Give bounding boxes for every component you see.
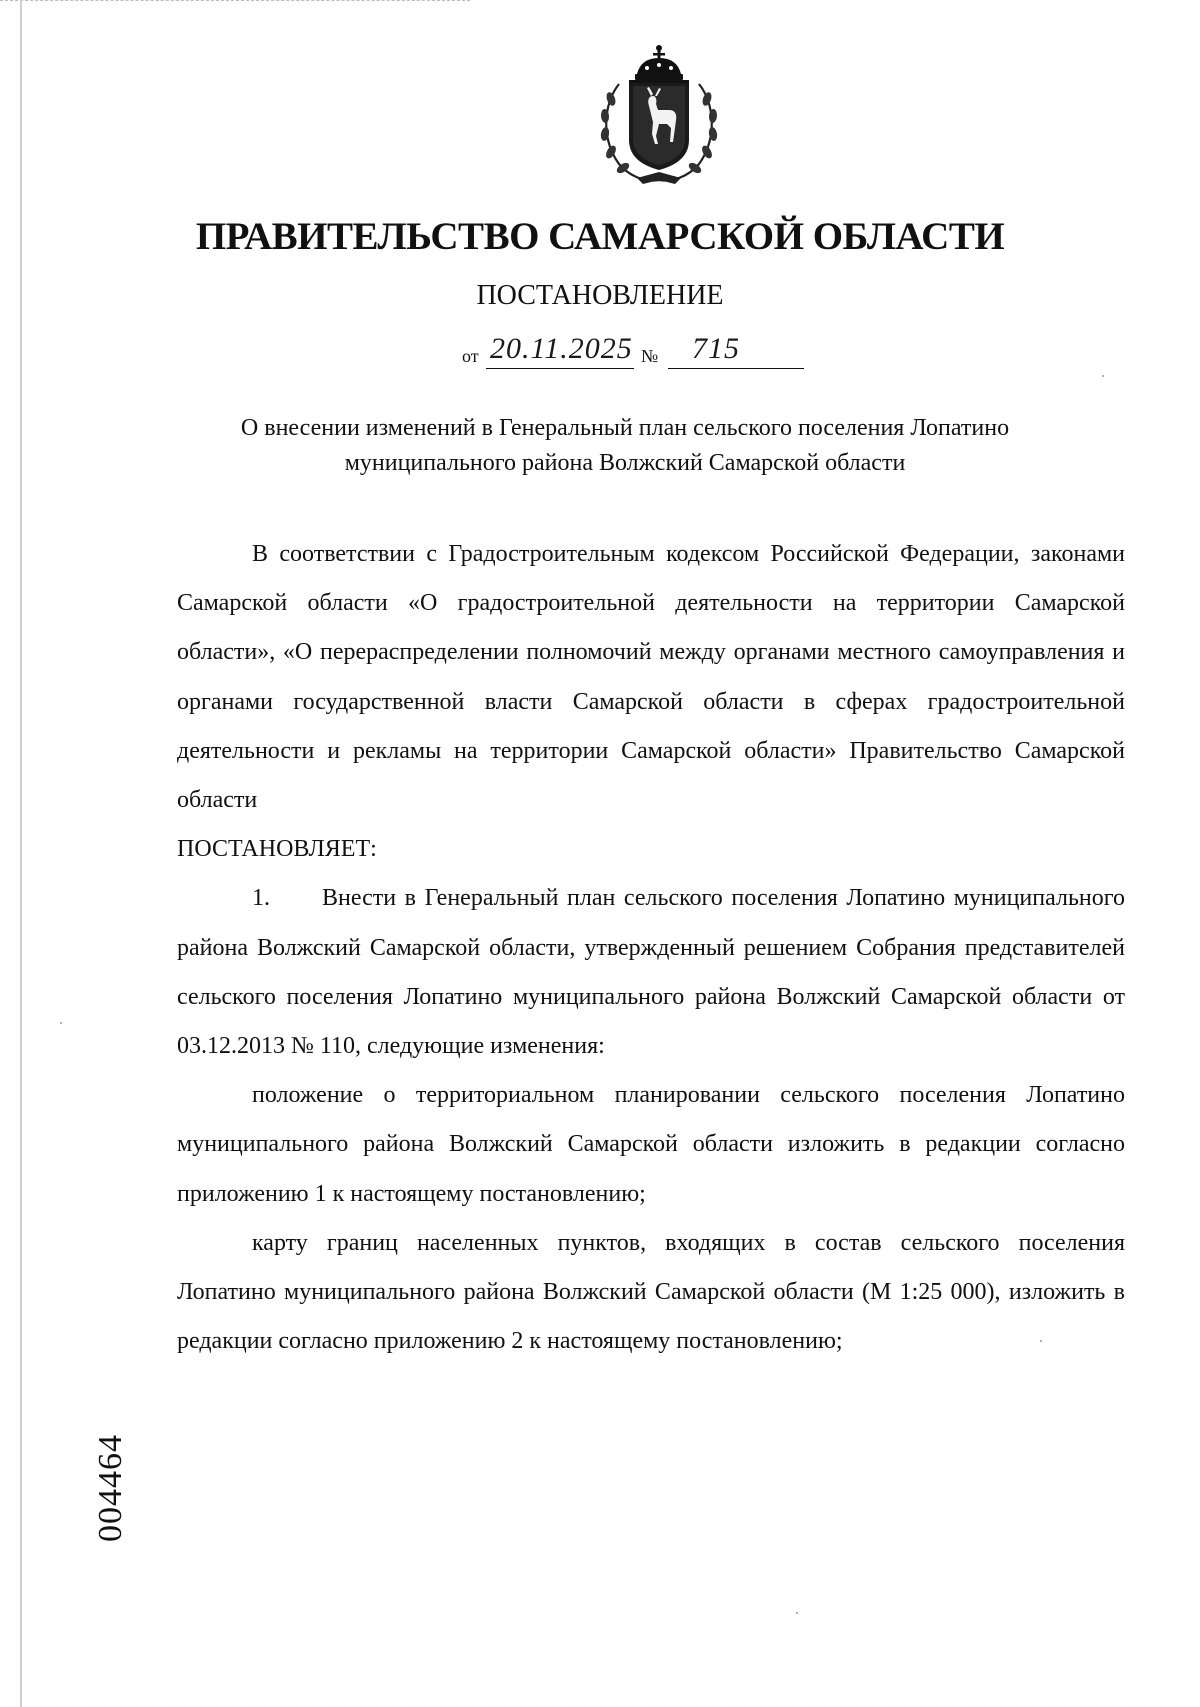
- scan-speck: [1040, 1340, 1042, 1342]
- change-1-paragraph: положение о территориальном планировании сельского поселения Лопатино муниципального района Волжский Самарской области изложить в редакции согласно приложению 1 к настоящему постановлению;: [177, 1082, 1125, 1207]
- scan-speck: [796, 1612, 798, 1614]
- date-prefix: от: [462, 346, 479, 366]
- item-1-text: Внести в Генеральный план сельского поселения Лопатино муниципального района Волжский Самарской области, утвержденный решением Собрания представителей сельского поселения Лопатино муниципального района Волжский Самарской области от 03.12.2013 № 110, следующие изменения:: [177, 885, 1125, 1060]
- government-title: ПРАВИТЕЛЬСТВО САМАРСКОЙ ОБЛАСТИ: [195, 215, 1005, 258]
- scan-speck: [1102, 375, 1104, 377]
- scan-edge-top: [0, 0, 470, 3]
- side-serial-number: 004464: [92, 1434, 129, 1542]
- document-body: [177, 530, 1125, 1366]
- item-1-paragraph: [177, 874, 1125, 1071]
- change-2-paragraph: карту границ населенных пунктов, входящих в состав сельского поселения Лопатино муниципального района Волжский Самарской области (М 1:25 000), изложить в редакции согласно приложению 2 к настоящему постановлению;: [177, 1229, 1125, 1355]
- subject-line-2: муниципального района Волжский Самарской области: [344, 450, 906, 476]
- date-number-line: [462, 332, 862, 372]
- number-underline: [668, 368, 804, 369]
- samara-coat-of-arms-icon: [589, 44, 729, 186]
- date-underline: [486, 368, 634, 369]
- document-subject: [150, 411, 1100, 481]
- number-prefix: №: [641, 346, 659, 366]
- document-number: 715: [692, 332, 740, 365]
- resolves-heading: ПОСТАНОВЛЯЕТ:: [177, 836, 377, 863]
- document-type: ПОСТАНОВЛЕНИЕ: [476, 280, 724, 311]
- item-1-number: 1.: [252, 885, 270, 912]
- preamble-paragraph: В соответствии с Градостроительным кодексом Российской Федерации, законами Самарской области «О градостроительной деятельности на территории Самарской области», «О перераспределении полномочий между органами местного самоуправления и органами государственной власти Самарской области в сферах градостроительной деятельности и рекламы на территории Самарской области» Правительство Самарской области: [177, 541, 1125, 814]
- document-date: 20.11.2025: [490, 332, 633, 365]
- subject-line-1: О внесении изменений в Генеральный план сельского поселения Лопатино: [240, 415, 1010, 441]
- scan-speck: [60, 1022, 62, 1024]
